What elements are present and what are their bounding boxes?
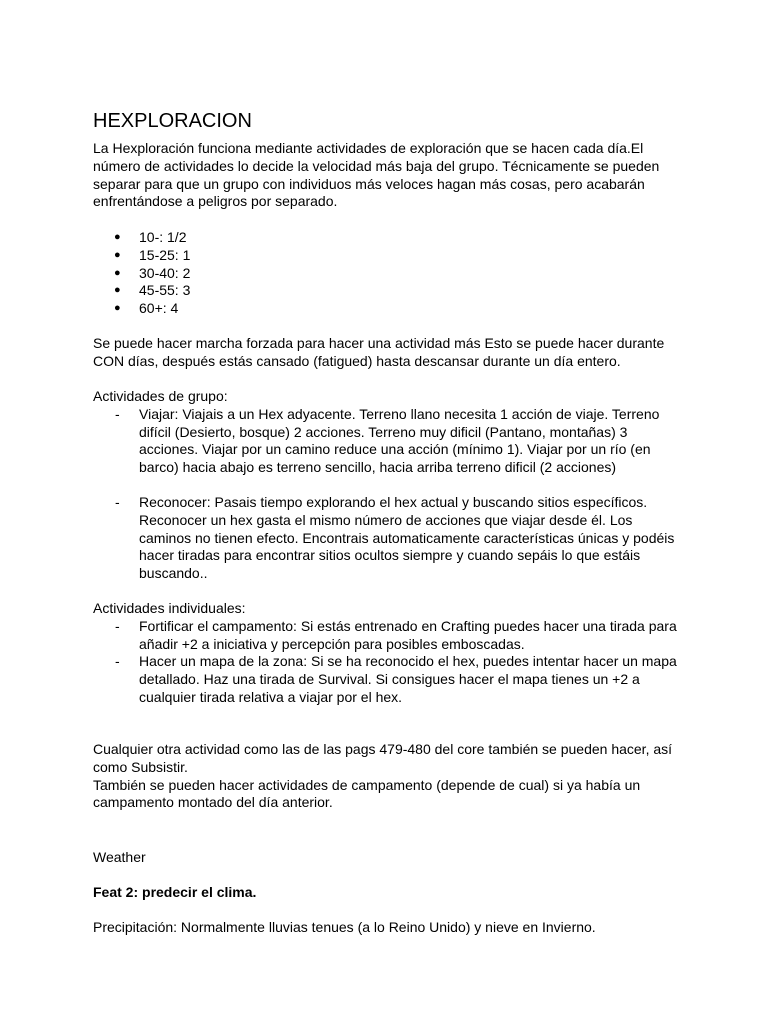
speed-list-item: ● 30-40: 2 [114,264,191,281]
forced-march-paragraph [93,335,683,371]
group-activities-section-2 [93,494,683,583]
speed-list-item: ● 45-55: 3 [114,282,191,299]
precipitation-text: Precipitación: Normalmente lluvias tenues (a lo Reino Unido) y nieve en Invierno. [93,919,596,935]
intro-paragraph [93,140,683,211]
weather-heading-text: Weather [93,849,146,865]
forced-march-text: Se puede hacer marcha forzada para hacer una actividad más Esto se puede hacer durante CON días, después estás cansado (fatigued) hasta descansar durante un día entero. [93,335,665,369]
group-activities-heading: Actividades de grupo: [93,388,228,404]
other-activities-paragraph [93,741,683,812]
intro-text: La Hexploración funciona mediante actividades de exploración que se hacen cada día.El número de actividades lo decide la velocidad más baja del grupo. Técnicamente se pueden separar para que un grupo con individuos más veloces hagan más cosas, pero acabarán enfrentándose a peligros por separado. [93,140,660,210]
bullet-icon: ● [114,248,121,261]
speed-list-item: ● 60+: 4 [114,300,179,317]
bullet-icon: ● [114,266,121,279]
weather-heading [93,849,683,867]
bullet-icon: ● [114,284,121,297]
speed-list-item: ● 10-: 1/2 [114,229,187,245]
bullet-icon: ● [114,302,121,315]
individual-activities-heading: Actividades individuales: [93,600,246,616]
individual-activity-item: - Hacer un mapa de la zona: Si se ha reconocido el hex, puedes intentar hacer un mapa detallado. Haz una tirada de Survival. Si consigues hacer el mapa tienes un +2 a cualquier tirada relativa a viajar por el hex. [115,653,677,705]
dash-icon: - [115,617,120,634]
precipitation-paragraph [93,919,683,937]
individual-activities-section [93,600,683,707]
other-activities-text: Cualquier otra actividad como las de las pags 479-480 del core también se pueden hacer, así como Subsistir. [93,741,673,775]
feat-line [93,884,683,902]
group-activity-item: - Viajar: Viajais a un Hex adyacente. Terreno llano necesita 1 acción de viaje. Terreno difícil (Desierto, bosque) 2 acciones. Terreno muy dificil (Pantano, montañas) 3 acciones. Viajar por un camino reduce una acción (mínimo 1). Viajar por un río (en barco) hacia abajo es terreno sencillo, hacia arriba terreno dificil (2 acciones) [115,405,660,476]
dash-icon: - [115,494,120,510]
feat-text: Feat 2: predecir el clima. [93,884,257,900]
group-activities-section [93,388,683,477]
camp-activities-text: También se pueden hacer actividades de campamento (depende de cual) si ya había un campamento montado del día anterior. [93,776,641,811]
dash-icon: - [115,653,120,670]
document-title: HEXPLORACION [93,110,252,132]
speed-list [93,229,683,318]
dash-icon: - [115,405,120,422]
speed-list-item: ● 15-25: 1 [114,246,191,263]
bullet-icon: ● [114,231,121,243]
individual-activity-item: - Fortificar el campamento: Si estás entrenado en Crafting puedes hacer una tirada para añadir +2 a iniciativa y percepción para posibles emboscadas. [115,617,677,652]
group-activity-item: - Reconocer: Pasais tiempo explorando el hex actual y buscando sitios específicos. Reconocer un hex gasta el mismo número de acciones que viajar desde él. Los caminos no tienen efecto. Encontrais automaticamente características únicas y podéis hacer tiradas para encontrar sitios ocultos siempre y cuando sepáis lo que estáis buscando.. [115,494,675,582]
